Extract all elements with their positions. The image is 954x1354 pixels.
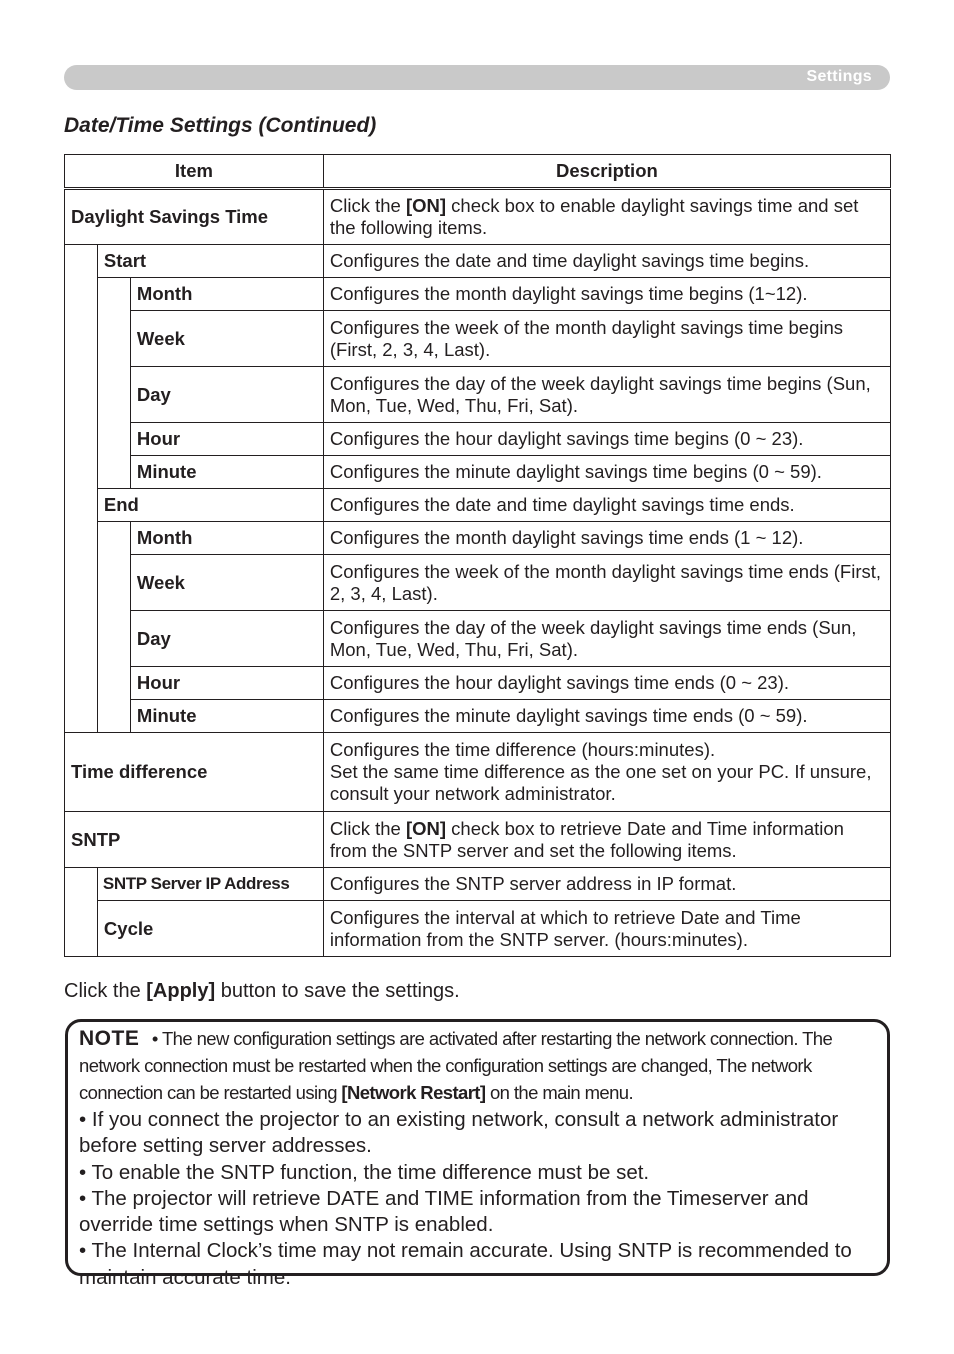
table-row <box>65 489 891 522</box>
note-tag: NOTE <box>79 1027 140 1050</box>
header-bar <box>64 65 890 90</box>
desc-text: Set the same time difference as the one set on your PC. If unsure, consult your network administrator. <box>329 761 872 804</box>
note-bullet: • If you connect the projector to an existing network, consult a network administrator before setting server addresses. <box>79 1108 839 1158</box>
item-cell: Time difference <box>65 733 324 812</box>
table-row <box>65 868 891 901</box>
item-cell: Day <box>130 367 323 423</box>
indent-cell <box>65 245 98 733</box>
description-cell: Configures the minute daylight savings time begins (0 ~ 59). <box>323 456 890 489</box>
column-header-description: Description <box>323 155 890 189</box>
description-cell: Configures the week of the month daylight savings time ends (First, 2, 3, 4, Last). <box>323 555 890 611</box>
description-cell <box>323 189 890 245</box>
table-row <box>65 245 891 278</box>
table-row <box>65 189 891 245</box>
item-cell: Minute <box>130 456 323 489</box>
note-bold: [Network Restart] <box>341 1082 486 1103</box>
table-row <box>65 456 891 489</box>
settings-table <box>64 154 891 957</box>
table-row <box>65 901 891 957</box>
item-cell: Month <box>130 522 323 555</box>
item-cell: Week <box>130 555 323 611</box>
table-row <box>65 667 891 700</box>
description-cell: Configures the hour daylight savings time begins (0 ~ 23). <box>323 423 890 456</box>
table-row <box>65 611 891 667</box>
item-cell: Minute <box>130 700 323 733</box>
item-cell: End <box>97 489 323 522</box>
description-cell: Configures the month daylight savings time begins (1~12). <box>323 278 890 311</box>
table-row <box>65 555 891 611</box>
description-cell: Configures the date and time daylight savings time ends. <box>323 489 890 522</box>
table-row <box>65 812 891 868</box>
description-cell: Configures the interval at which to retrieve Date and Time information from the SNTP server. (hours:minutes). <box>323 901 890 957</box>
apply-text: Click the <box>64 980 147 1002</box>
item-cell: Start <box>97 245 323 278</box>
description-cell: Configures the hour daylight savings time ends (0 ~ 23). <box>323 667 890 700</box>
item-cell: Month <box>130 278 323 311</box>
description-cell: Configures the SNTP server address in IP format. <box>323 868 890 901</box>
description-cell: Configures the day of the week daylight savings time ends (Sun, Mon, Tue, Wed, Thu, Fri, Sat). <box>323 611 890 667</box>
description-cell: Configures the day of the week daylight savings time begins (Sun, Mon, Tue, Wed, Thu, Fri, Sat). <box>323 367 890 423</box>
desc-text: Click the <box>329 195 406 216</box>
item-cell: SNTP <box>65 812 324 868</box>
description-cell <box>323 733 890 812</box>
desc-bold: [ON] <box>405 195 447 216</box>
table-header-row <box>65 155 891 189</box>
indent-cell <box>97 522 130 733</box>
indent-cell <box>65 868 98 957</box>
note-box <box>65 1019 890 1289</box>
note-bullet: • To enable the SNTP function, the time difference must be set. <box>79 1160 650 1184</box>
desc-bold: [ON] <box>405 817 447 839</box>
description-cell: Configures the week of the month daylight savings time begins (First, 2, 3, 4, Last). <box>323 311 890 367</box>
table-row <box>65 733 891 812</box>
note-head <box>79 1026 876 1107</box>
desc-text: Click the <box>329 817 406 839</box>
note-text: on the main menu. <box>485 1082 633 1103</box>
desc-text: check box to enable daylight savings time and set the following items. <box>329 195 859 238</box>
indent-cell <box>97 278 130 489</box>
description-cell <box>323 812 890 868</box>
apply-button-ref: [Apply] <box>146 980 216 1002</box>
note-bullet: • The projector will retrieve DATE and TIME information from the Timeserver and override time settings when SNTP is enabled. <box>79 1186 809 1237</box>
desc-text: Configures the time difference (hours:minutes). <box>329 739 716 760</box>
item-cell: Day <box>130 611 323 667</box>
apply-text: button to save the settings. <box>215 980 460 1002</box>
description-cell: Configures the minute daylight savings time ends (0 ~ 59). <box>323 700 890 733</box>
column-header-item: Item <box>65 155 324 189</box>
item-cell: Week <box>130 311 323 367</box>
table-row <box>65 423 891 456</box>
item-cell: Hour <box>130 667 323 700</box>
description-cell: Configures the date and time daylight savings time begins. <box>323 245 890 278</box>
apply-instruction <box>64 980 460 1003</box>
table-row <box>65 522 891 555</box>
desc-text: check box to retrieve Date and Time information from the SNTP server and set the following items. <box>329 817 844 861</box>
item-cell: Cycle <box>97 901 323 957</box>
note-text: • The new configuration settings are activated after restarting the network connection. The network connection must be restarted when the configuration settings are changed, The network connection can be restarted using <box>79 1028 833 1103</box>
table-row <box>65 311 891 367</box>
item-cell: Hour <box>130 423 323 456</box>
item-cell: Daylight Savings Time <box>65 189 324 245</box>
header-label: Settings <box>806 68 872 85</box>
table-row <box>65 700 891 733</box>
item-cell: SNTP Server IP Address <box>97 868 323 901</box>
table-row <box>65 278 891 311</box>
description-cell: Configures the month daylight savings time ends (1 ~ 12). <box>323 522 890 555</box>
note-bullet: • The Internal Clock’s time may not remain accurate. Using SNTP is recommended to maintain accurate time. <box>79 1239 852 1289</box>
section-title: Date/Time Settings (Continued) <box>64 114 377 137</box>
table-row <box>65 367 891 423</box>
